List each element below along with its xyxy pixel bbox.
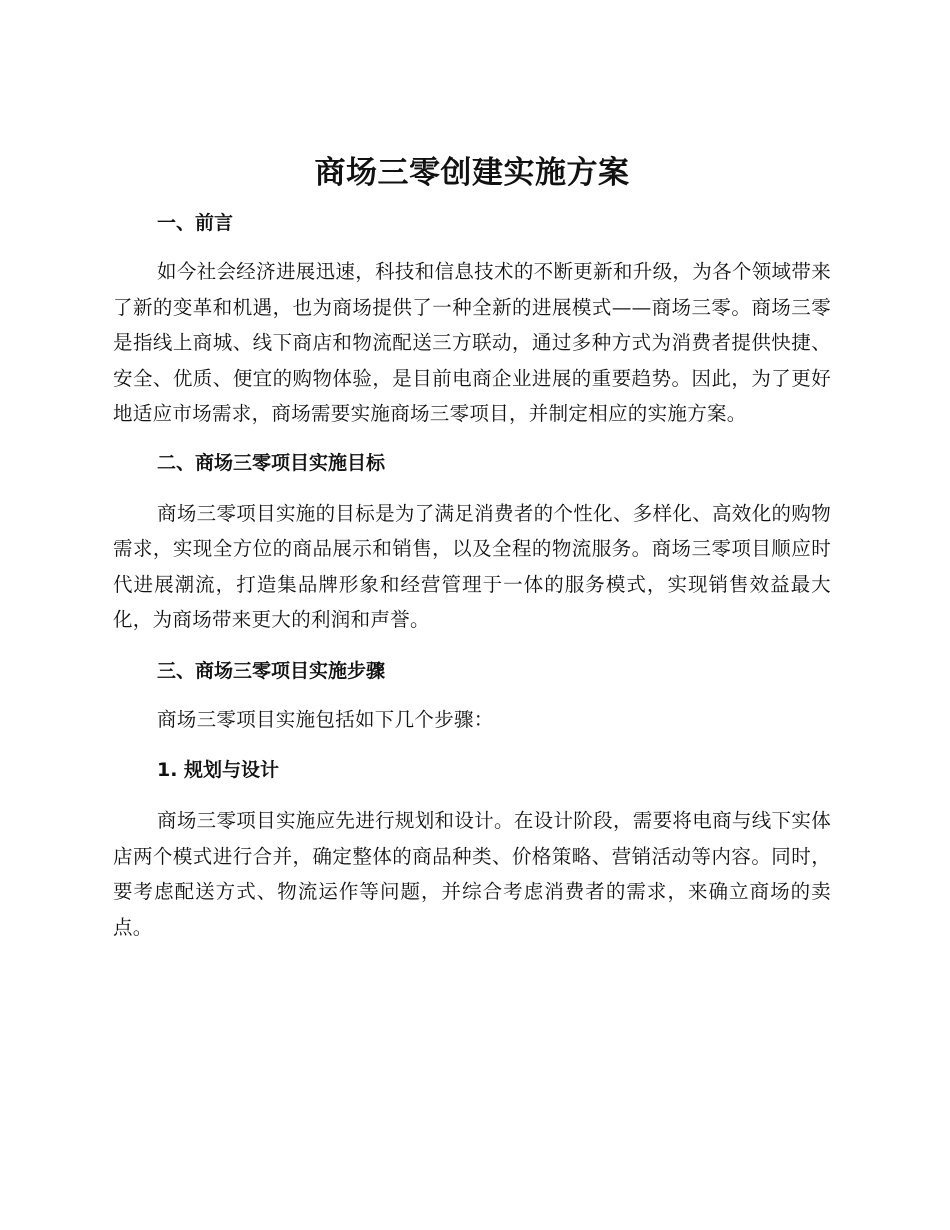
paragraph-steps-intro: 商场三零项目实施包括如下几个步骤： [157, 707, 494, 731]
section-heading-preface: 一、前言 [157, 212, 234, 234]
section-heading-goals: 二、商场三零项目实施目标 [157, 451, 386, 474]
document-title: 商场三零创建实施方案 [314, 155, 630, 191]
section-heading-steps: 三、商场三零项目实施步骤 [157, 659, 386, 682]
paragraph-preface: 如今社会经济进展迅速，科技和信息技术的不断更新和升级，为各个领域带来了新的变革和机遇，也为商场提供了一种全新的进展模式——商场三零。商场三零是指线上商城、线下商店和物流配送三方联动，通过多种方式为消费者提供快捷、安全、优质、便宜的购物体验，是目前电商企业进展的重要趋势。因此，为了更好地适应市场需求，商场需要实施商场三零项目，并制定相应的实施方案。 [113, 260, 831, 425]
document-page [113, 146, 831, 945]
paragraph-planning: 商场三零项目实施应先进行规划和设计。在设计阶段，需要将电商与线下实体店两个模式进行合并，确定整体的商品种类、价格策略、营销活动等内容。同时，要考虑配送方式、物流运作等问题，并综合考虑消费者的需求，来确立商场的卖点。 [113, 809, 831, 939]
paragraph-goals: 商场三零项目实施的目标是为了满足消费者的个性化、多样化、高效化的购物需求，实现全方位的商品展示和销售，以及全程的物流服务。商场三零项目顺应时代进展潮流，打造集品牌形象和经营管理于一体的服务模式，实现销售效益最大化，为商场带来更大的利润和声誉。 [113, 501, 831, 631]
subsection-heading-planning: 1. 规划与设计 [157, 759, 280, 781]
